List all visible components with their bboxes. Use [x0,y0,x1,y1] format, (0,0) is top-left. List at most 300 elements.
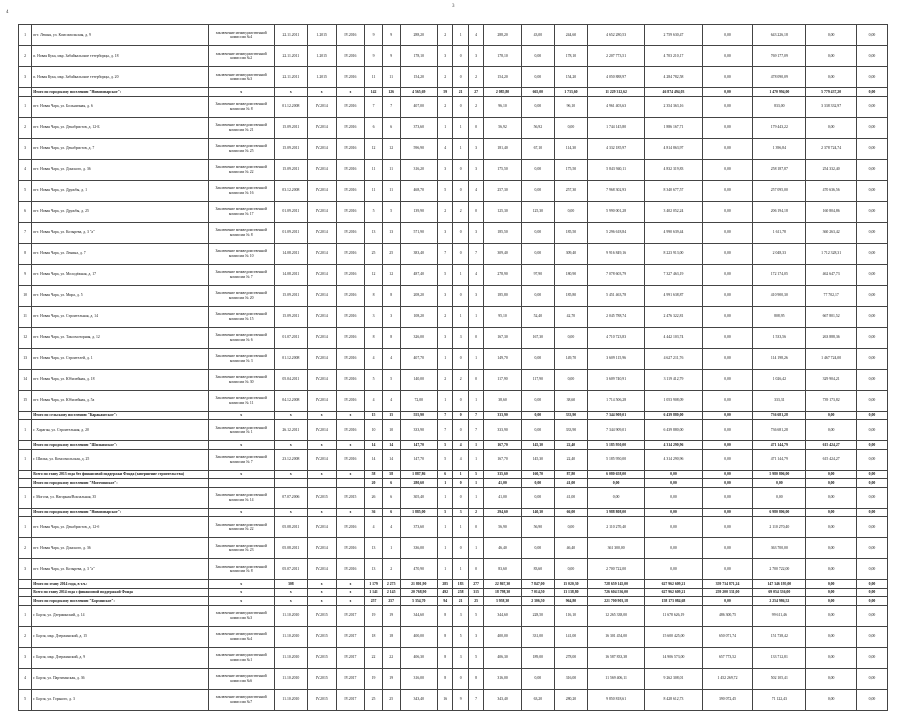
table-cell: 0,00 [857,668,888,689]
table-cell: 7 327 463,19 [645,264,702,285]
table-cell: 5 [438,449,453,470]
table-cell: 5 296 618,84 [587,222,644,243]
table-row [19,689,888,710]
table-cell: 0,00 [702,479,753,488]
table-cell: пгт. Новая Чара, ул. Декабристов, д. 12-Б [32,117,208,138]
table-cell: 1 [438,487,453,508]
table-cell: 20 768,90 [400,588,437,597]
table-cell: 2 [438,201,453,222]
table-cell: 6 [365,117,383,138]
table-row [19,348,888,369]
table-cell: IV.2014 [307,369,336,390]
table-cell: x [307,88,336,97]
table-cell: 0,00 [857,159,888,180]
table-cell: заключение межведомственной комиссии №3 [208,67,274,88]
table-cell: 0,00 [806,626,857,647]
table-cell: 15 600 425,00 [645,626,702,647]
table-cell: IV.2017 [336,689,365,710]
table-cell: 4 627 211,76 [645,348,702,369]
table-cell: 2 110 270,40 [753,517,806,538]
table-cell: 3 [453,508,468,517]
table-cell: 4 [365,390,383,411]
table-cell: 25 [382,243,400,264]
table-cell: 468,70 [400,180,437,201]
table-cell: 5 [382,201,400,222]
table-cell: 344,60 [484,605,521,626]
table-cell: IV.2014 [307,517,336,538]
table-cell: 56,90 [484,517,521,538]
table-cell: 257,30 [554,180,587,201]
table-cell: 8 340 677,57 [645,180,702,201]
table-cell: IV.2016 [336,390,365,411]
table-cell: 492 [438,588,453,597]
table-cell: 487,40 [400,264,437,285]
table-cell: 470,90 [400,559,437,580]
table-cell: 0,00 [857,626,888,647]
table-cell: 736 681,28 [753,420,806,441]
table-cell: 0,00 [857,559,888,580]
table-cell: IV.2014 [307,559,336,580]
table-cell: 2 [438,306,453,327]
table-cell: 15 [382,411,400,420]
table-cell: 185,80 [554,285,587,306]
table-cell: 5 [438,441,453,450]
table-cell: 5 980 806,00 [753,470,806,479]
table-cell: 0,00 [554,369,587,390]
table-cell: 0,00 [645,487,702,508]
table-row [19,201,888,222]
table-cell: 9 [382,46,400,67]
table-cell: 5 185 950,00 [587,449,644,470]
table-cell: 0,00 [587,487,644,508]
table-cell: 0,00 [806,470,857,479]
table-cell: 13 138,80 [554,588,587,597]
table-row [19,449,888,470]
table-cell: 0 [453,411,468,420]
table-cell: 0,00 [702,25,753,46]
table-cell: 0 [453,243,468,264]
table-cell: 2 [438,67,453,88]
table-cell: 7 [365,96,383,117]
table-cell: 0,00 [702,597,753,606]
table-cell: 46 874 494,03 [645,88,702,97]
table-cell: 38,60 [554,390,587,411]
table-cell: г. Хараган, ул. Строительная, д. 20 [32,420,208,441]
table-cell: 278,00 [554,647,587,668]
table-cell: 0,00 [857,25,888,46]
table-cell: 5 [438,264,453,285]
table-cell: Заключение межведомственной комиссии № 8 [208,559,274,580]
table-cell: x [208,88,274,97]
table-cell: 3 [468,46,483,67]
table-cell: 462 647,73 [806,264,857,285]
table-cell: 3 402 052,24 [645,201,702,222]
table-cell: IV.2016 [336,96,365,117]
table-cell: 26.12.2011 [274,420,307,441]
table-cell: 4 990 639,44 [645,222,702,243]
table-cell: 2 378 724,74 [806,138,857,159]
table-cell: 407,70 [400,348,437,369]
table-cell: 154,20 [400,67,437,88]
table-cell: 5 843 940,11 [587,159,644,180]
table-cell: 1 [438,390,453,411]
table-cell: 316,00 [554,668,587,689]
table-cell: 7 [438,420,453,441]
table-cell: 2 254 986,52 [753,597,806,606]
table-cell: IV.2015 [307,689,336,710]
table-cell: 133 712,81 [753,647,806,668]
table-cell: IV.2014 [307,538,336,559]
table-cell: 2 [468,67,483,88]
table-cell: 41,00 [484,479,521,488]
table-cell: 43,00 [521,25,554,46]
table-row [19,243,888,264]
table-cell: x [274,597,307,606]
table-cell: 1.2015 [307,46,336,67]
table-row [19,306,888,327]
table-cell: заключение межведомственной комиссии №4 [208,25,274,46]
table-cell: 0,00 [857,222,888,243]
table-cell: 2 476 322,81 [645,306,702,327]
table-cell: 3 [468,159,483,180]
table-cell: 11.10.2010 [274,689,307,710]
table-body [19,25,888,711]
table-cell: г. Борзя, ул. Дзержинский, д. 14 [32,605,208,626]
table-cell: 263 888,36 [806,327,857,348]
table-cell: x [336,470,365,479]
table-cell: 1 [19,449,32,470]
table-cell: 0,00 [521,420,554,441]
table-cell: 0 [468,201,483,222]
table-cell: 13 [382,222,400,243]
table-cell: 1 712 328,31 [806,243,857,264]
table-cell: 167,30 [484,327,521,348]
table-cell: 175,50 [484,159,521,180]
table-cell: пгт. Новая Чара, ул. Таксомоторная, д. 12 [32,327,208,348]
table-cell: 0,00 [554,559,587,580]
table-cell: 160,70 [521,470,554,479]
table-cell: 257 [382,597,400,606]
table-cell: 71 122,43 [753,689,806,710]
table-cell: п. Новая Кука, мкр. Забайкальские тетерборцы, д. 20 [32,67,208,88]
table-cell: 0,00 [806,517,857,538]
table-cell: x [336,411,365,420]
table-cell: 728 659 145,00 [587,580,644,589]
table-cell: заключение межведомственной комиссии №3 [208,605,274,626]
table-cell: 0 [468,369,483,390]
table-cell: 4 [468,264,483,285]
table-cell: 2 [438,25,453,46]
table-cell: IV.2014 [307,138,336,159]
table-cell: 0,00 [806,487,857,508]
table-cell: 277 [468,580,483,589]
table-cell: 333,90 [554,411,587,420]
table-cell: г. Борзя, ул. Партизанская, д. 36 [32,668,208,689]
table-cell: 0,00 [702,285,753,306]
table-row [19,420,888,441]
table-cell: 4 [438,138,453,159]
table-cell: 41,00 [554,487,587,508]
table-cell: 8 [382,285,400,306]
table-cell: 147,70 [400,441,437,450]
table-cell: 0,00 [806,67,857,88]
table-cell: 0 [453,222,468,243]
table-cell: 154,20 [484,67,521,88]
table-cell: 0,00 [857,138,888,159]
table-row [19,285,888,306]
table-cell: 0,00 [857,479,888,488]
table-cell: 1 885,00 [400,508,437,517]
table-cell: 305,40 [400,487,437,508]
table-cell: 0 [453,67,468,88]
table-cell: 25 [365,243,383,264]
table-cell: 15 020,30 [554,580,587,589]
table-cell: 0,00 [702,222,753,243]
table-cell: 4 [382,390,400,411]
table-cell: 0,00 [554,201,587,222]
table-cell: IV.2016 [336,559,365,580]
table-cell: Заключение межведомственной комиссии № 17 [208,201,274,222]
table-cell: 12 [365,264,383,285]
table-cell: 23.12.2008 [274,449,307,470]
table-cell: 596,90 [400,138,437,159]
table-cell: 5 451 463,78 [587,285,644,306]
table-cell: 1 396,84 [753,138,806,159]
table-cell: 0,00 [857,46,888,67]
table-cell: 178,10 [400,46,437,67]
table-cell: 27 [468,88,483,97]
table-cell: x [208,588,274,597]
table-cell: 0,00 [702,180,753,201]
table-cell: 2 [468,508,483,517]
table-cell: 3 609 115,96 [587,348,644,369]
table-cell: 1 [19,487,32,508]
table-cell: 280,20 [554,689,587,710]
table-cell: 316,00 [484,668,521,689]
table-cell: 259 200 331,00 [702,588,753,597]
table-cell: 1 733,60 [554,88,587,97]
table-cell: x [274,441,307,450]
table-cell: 0,00 [521,668,554,689]
table-cell: 7 078 603,79 [587,264,644,285]
table-cell: 10 [382,420,400,441]
table-cell: 3 338 332,97 [806,96,857,117]
table-row [19,517,888,538]
table-cell: 0,00 [806,559,857,580]
table-cell: 2 700 722,00 [753,559,806,580]
table-cell: 4 [365,517,383,538]
table-cell: 22 [382,647,400,668]
table-cell: 9 [365,25,383,46]
table-cell: IV.2014 [307,243,336,264]
table-cell: x [307,580,336,589]
table-cell: 4 [19,668,32,689]
table-cell: Заключение межведомственной комиссии № 8 [208,222,274,243]
table-cell: пгт. Новая Чара, ул. Больничная, д. 6 [32,96,208,117]
table-cell: 6 [382,487,400,508]
table-cell [19,411,32,420]
table-row [19,222,888,243]
table-cell: 1 611,78 [753,222,806,243]
table-cell: 4 565,69 [400,88,437,97]
table-cell: 0,00 [857,470,888,479]
table-cell: 18 798,30 [484,588,521,597]
table-cell: 0,00 [857,605,888,626]
table-cell: 67,10 [521,138,554,159]
table-cell: 13 [365,222,383,243]
table-cell: 15.09.2011 [274,306,307,327]
table-cell: 0,00 [702,159,753,180]
table-cell: 11 [365,180,383,201]
table-cell: 2 048,33 [753,243,806,264]
table-cell: 7 [382,96,400,117]
table-cell: 1.2015 [307,67,336,88]
table-row [19,67,888,88]
table-cell: 13 [19,348,32,369]
table-cell: 0,00 [645,559,702,580]
table-cell: 0,00 [702,243,753,264]
table-cell: Заключение межведомственной комиссии № 23 [208,538,274,559]
table-cell: 208,20 [400,285,437,306]
table-cell: 5 185 950,00 [587,441,644,450]
table-cell: 2 [468,96,483,117]
table-cell: x [336,580,365,589]
table-cell: 185,50 [484,222,521,243]
table-cell: 326,00 [400,327,437,348]
table-cell: 1 [438,479,453,488]
table-cell: 3 [468,626,483,647]
table-cell [19,588,32,597]
table-cell: 1 [453,264,468,285]
table-cell: 141,00 [554,626,587,647]
table-cell: 4 [468,180,483,201]
table-cell: 154,20 [554,67,587,88]
table-cell: 1 [453,559,468,580]
table-cell: IV.2014 [307,327,336,348]
table-cell: 0,00 [857,487,888,508]
table-cell: Заключение межведомственной комиссии № 7 [208,449,274,470]
table-row [19,369,888,390]
table-cell: 01.09.2011 [274,201,307,222]
table-cell: заключение межведомственной комиссии №4 [208,626,274,647]
table-cell: 5 [468,470,483,479]
table-cell: 1 [19,96,32,117]
table-cell: 41,00 [484,487,521,508]
table-cell: 117,90 [484,369,521,390]
table-cell: пгт. Новая Чара, ул. Декабристов, д. 7 [32,138,208,159]
table-cell: 1 [438,517,453,538]
table-cell: 7 344 909,01 [587,420,644,441]
table-cell: 97,90 [521,264,554,285]
table-cell: x [336,88,365,97]
table-cell: 125,30 [521,201,554,222]
table-cell: 05.08.2011 [274,538,307,559]
table-cell: 0,00 [521,159,554,180]
table-cell: 8 [468,668,483,689]
table-cell: IV.2014 [307,390,336,411]
table-cell: 0,00 [806,420,857,441]
table-cell: Заключение межведомственной комиссии № 6 [208,327,274,348]
table-cell [19,508,32,517]
subtotal-row [19,441,888,450]
table-cell: 41,00 [554,479,587,488]
table-cell: 258 187,87 [753,159,806,180]
table-cell: 10 [365,420,383,441]
table-cell: 1 179 [365,580,383,589]
table-cell: 333,90 [554,420,587,441]
table-cell: заключение межведомственной комиссии №6 [208,668,274,689]
table-cell: 12 265 338,00 [587,605,644,626]
table-cell: 0 [453,538,468,559]
table-cell: 0,00 [702,327,753,348]
table-cell: 309,40 [554,243,587,264]
table-cell: 05.04.2011 [274,369,307,390]
table-cell: 8 [438,626,453,647]
table-cell: 2 045 788,74 [587,306,644,327]
table-cell: 3 [453,605,468,626]
table-cell: 6 [19,201,32,222]
table-cell: IV.2016 [336,159,365,180]
table-cell: IV.2015 [307,668,336,689]
table-cell: IV.2016 [336,46,365,67]
table-cell: 7 [438,411,453,420]
table-cell: 0,00 [806,580,857,589]
table-cell: 11 678 626,19 [645,605,702,626]
table-cell: 0,00 [702,46,753,67]
table-cell: 15 [365,411,383,420]
table-cell: x [307,588,336,597]
table-cell: г. Борзя, мкр. Дзержинский, д. 15 [32,626,208,647]
table-cell: 0,00 [587,479,644,488]
table-cell: 01.12.2008 [274,348,307,369]
table-cell: 189,00 [521,647,554,668]
table-cell: 5 [468,647,483,668]
table-cell [19,597,32,606]
table-cell: 22 [365,647,383,668]
table-cell: 46,40 [554,538,587,559]
table-cell: 406,30 [484,647,521,668]
table-cell: 407,00 [400,96,437,117]
table-cell: 183 [453,580,468,589]
table-cell: 0,00 [806,647,857,668]
table-cell: 114 198,26 [753,348,806,369]
subtotal-row [19,88,888,97]
table-cell: 1 [468,449,483,470]
table-cell: 1 [453,138,468,159]
table-cell: 2 [19,538,32,559]
table-cell: 471 144,79 [753,441,806,450]
table-cell: 25 [468,597,483,606]
table-cell: x [336,588,365,597]
table-cell: пгт. Новая Чара, ул. Строителей, д. 1 [32,348,208,369]
table-cell: 58 [365,470,383,479]
table-cell: 0,00 [857,689,888,710]
table-cell: 22.11.2011 [274,46,307,67]
table-cell: 2 759 630,47 [645,25,702,46]
table-cell: 285 [438,580,453,589]
table-cell: 95,10 [484,306,521,327]
table-cell: 360 263,42 [806,222,857,243]
table-cell: 178,10 [554,46,587,67]
table-row [19,390,888,411]
table-cell: 3 [19,138,32,159]
table-cell: пгт. Новая Чара, ул. Молодёжная, д. 17 [32,264,208,285]
table-cell: 1 [468,441,483,450]
table-cell: 4 442 103,74 [645,327,702,348]
table-cell: 6 080 658,00 [587,470,644,479]
table-cell: заключение межведомственной комиссии №2 [208,46,274,67]
table-cell: IV.2016 [336,67,365,88]
